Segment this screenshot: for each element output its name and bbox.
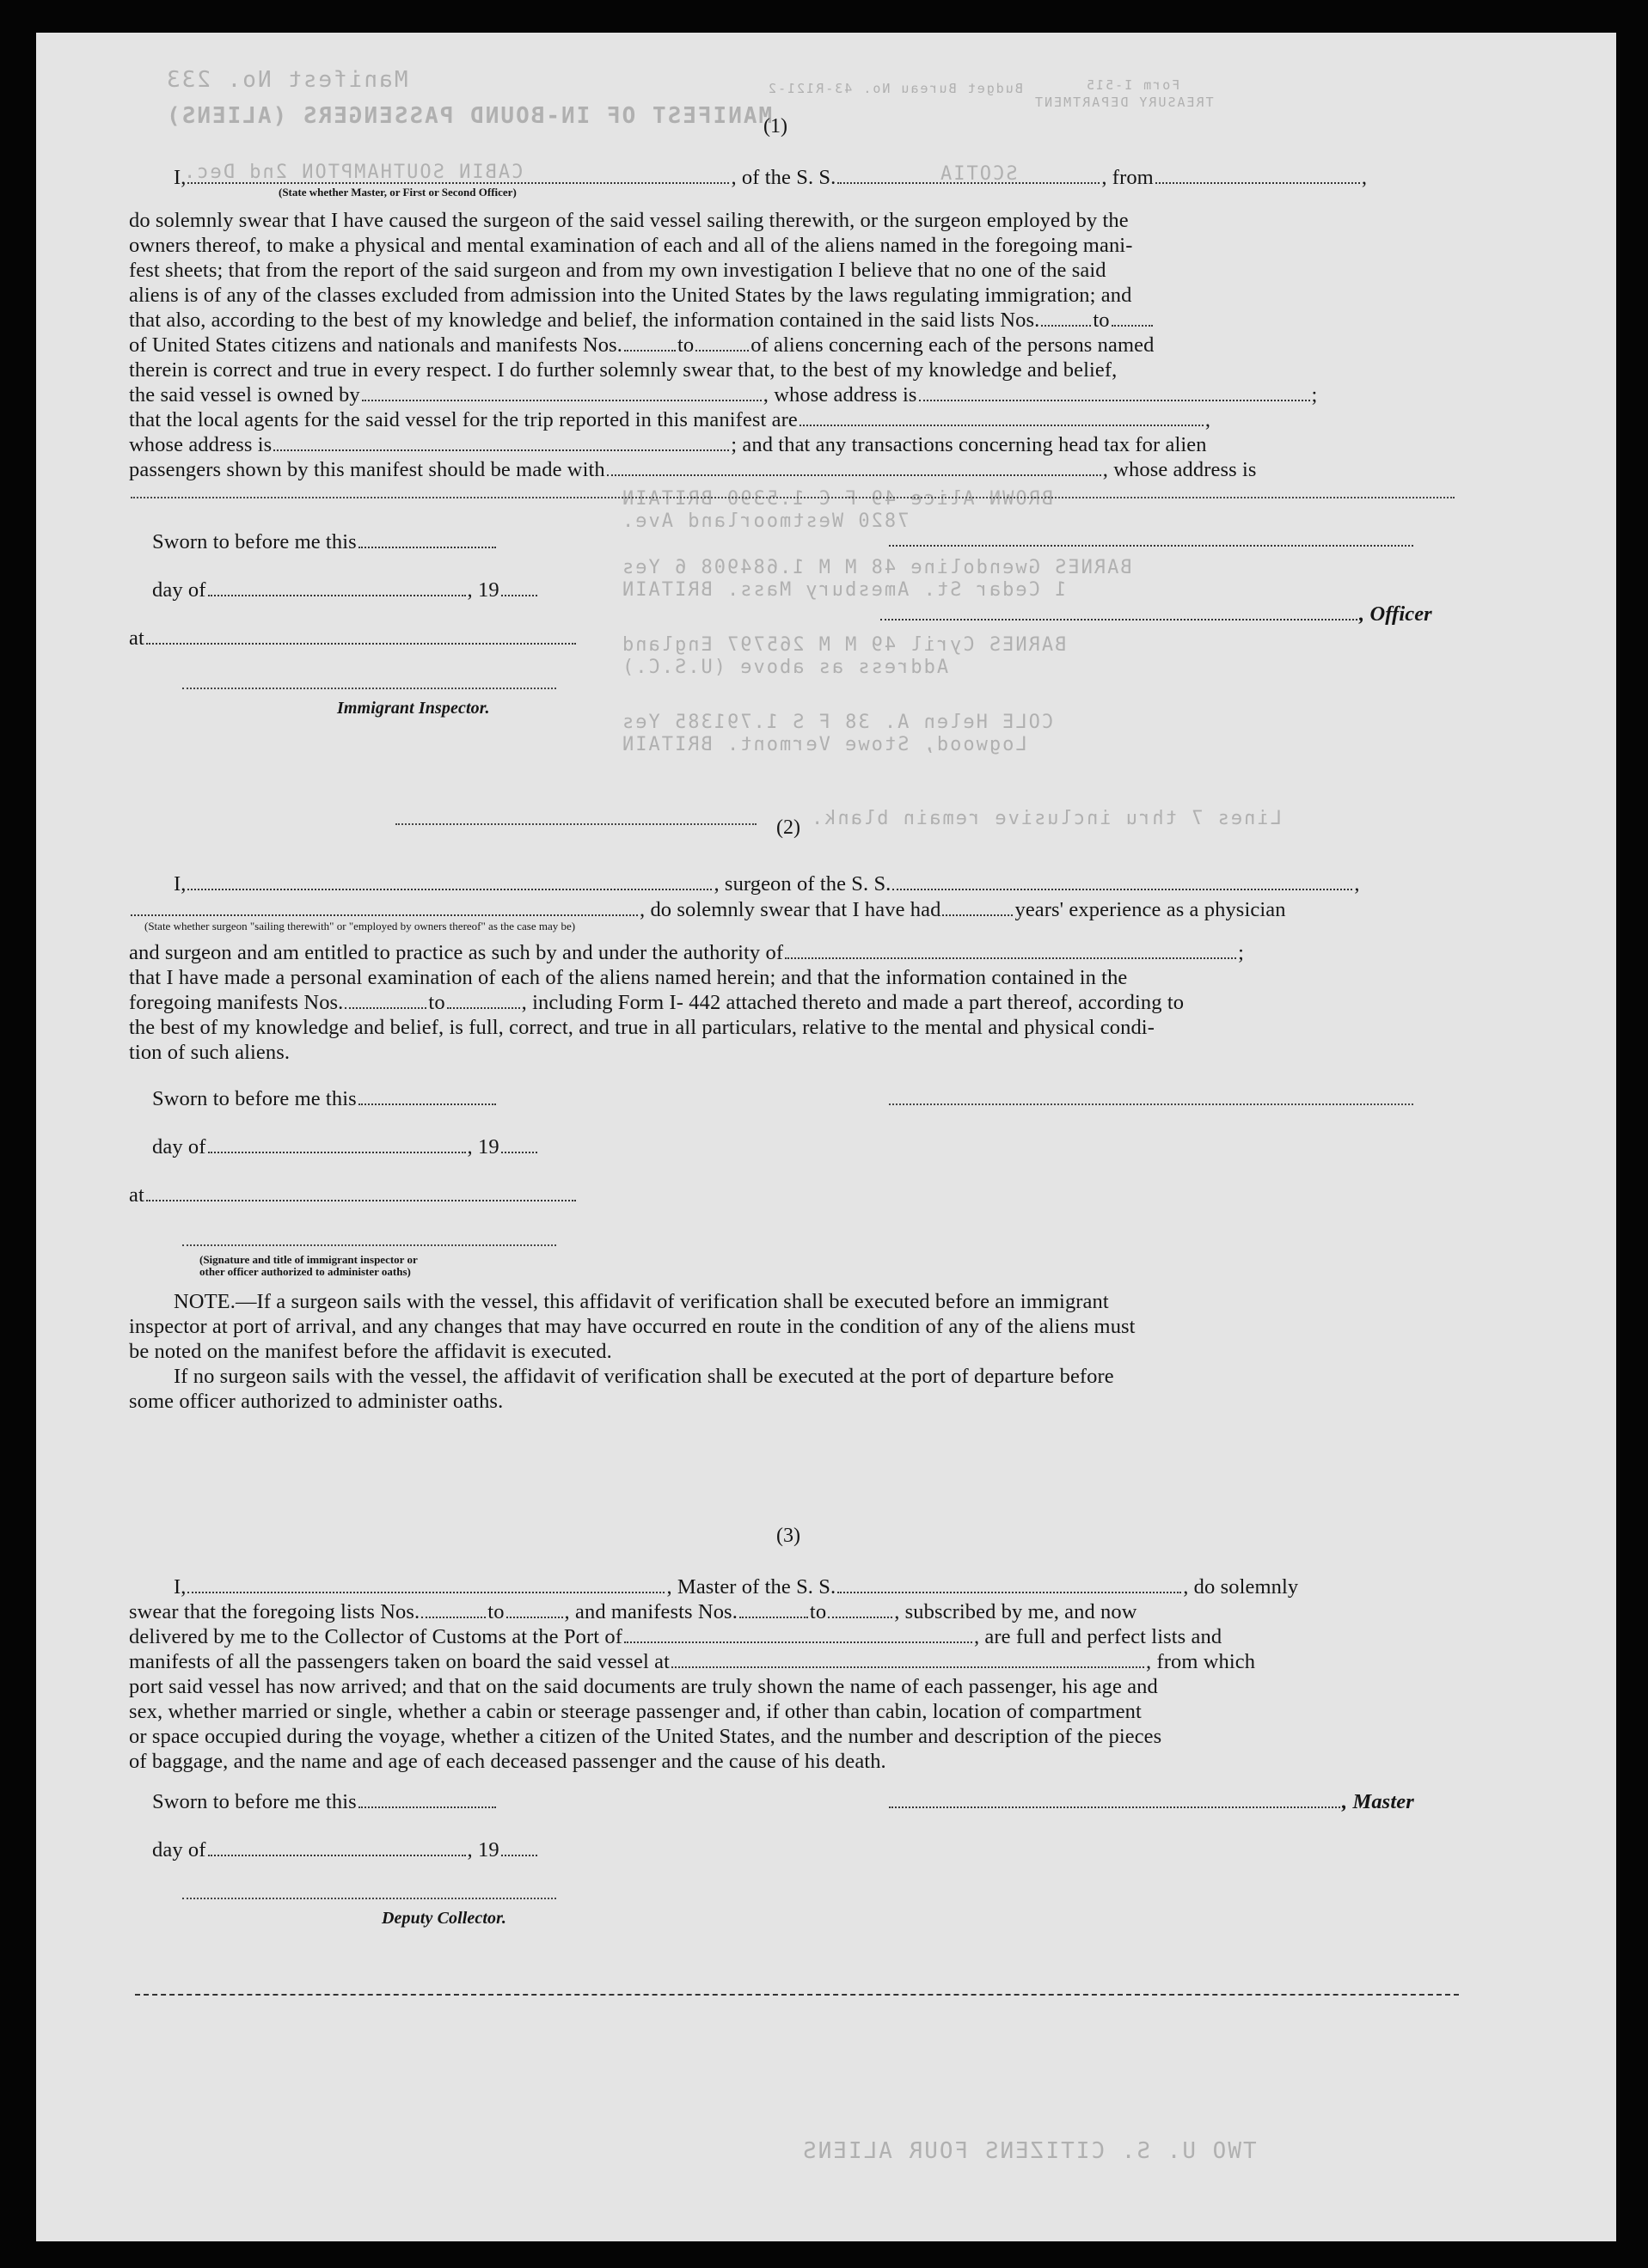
s2-line-3: and surgeon and am entitled to practice as such by and under the authority of ;: [129, 941, 1244, 964]
s3-master-label: , Master: [887, 1789, 1414, 1814]
s2-at: at: [129, 1183, 578, 1207]
section-3-heading: (3): [776, 1525, 800, 1547]
s1-officer-signature-line: [889, 545, 1413, 547]
note-p2-line-2: some officer authorized to administer oaths.: [129, 1390, 504, 1413]
s3-day-of: day of , 19: [152, 1837, 539, 1862]
ghost-lines-note: Lines 7 thru inclusive remain blank.: [810, 808, 1282, 829]
note-p1-line-3: be noted on the manifest before the affidavit is executed.: [129, 1340, 612, 1363]
ghost-dept: TREASURY DEPARTMENT: [1033, 95, 1214, 110]
s2-caption: (State whether surgeon "sailing therewith" or "employed by owners thereof" as the case may be): [144, 920, 576, 932]
s3-line-8: of baggage, and the name and age of each deceased passenger and the cause of his death.: [129, 1750, 886, 1773]
ghost-row: COLE Helen A. 38 F S 1.791385 Yes: [621, 712, 1054, 733]
s1-line-12: passengers shown by this manifest should be made with , whose address is: [129, 458, 1257, 481]
note-p2-line-1: If no surgeon sails with the vessel, the affidavit of verification shall be executed at the port of departure before: [174, 1365, 1114, 1388]
s3-line-1: I, , Master of the S. S. , do solemnly: [174, 1575, 1299, 1599]
s2-line-5: foregoing manifests Nos. to , including Form I- 442 attached thereto and made a part thereof, according to: [129, 991, 1185, 1014]
ghost-manifest-no: Manifest No. 233: [165, 67, 408, 93]
s2-sig-caption-2: other officer authorized to administer oaths): [199, 1265, 411, 1278]
s3-line-5: port said vessel has now arrived; and that on the said documents are truly shown the name of each passenger, his age and: [129, 1675, 1158, 1698]
ghost-row: BARNES Gwendoline 48 M M 1.684908 6 Yes: [621, 557, 1132, 578]
s1-line-9: the said vessel is owned by , whose address is ;: [129, 383, 1318, 407]
ghost-form-no: Form I-515: [1085, 77, 1180, 93]
s1-officer-label: , Officer: [879, 602, 1432, 627]
ghost-row: BARNES Cyril 49 M M 265797 England: [621, 634, 1067, 656]
s1-at: at: [129, 626, 578, 651]
ghost-row: Address as above (U.S.C.): [621, 657, 949, 678]
s3-line-4: manifests of all the passengers taken on board the said vessel at , from which: [129, 1650, 1256, 1673]
s3-line-7: or space occupied during the voyage, whether a citizen of the United States, and the number and description of the pieces: [129, 1725, 1162, 1748]
ghost-bottom: TWO U. S. CITIZENS FOUR ALIENS: [801, 2138, 1257, 2164]
note-p1-line-2: inspector at port of arrival, and any changes that may have occurred en route in the condition of any of the aliens must: [129, 1315, 1136, 1338]
s2-signature-line: [889, 1103, 1413, 1105]
s1-caption-officer: (State whether Master, or First or Second Officer): [279, 186, 517, 199]
s2-line-1: I, , surgeon of the S. S. ,: [174, 872, 1360, 896]
s1-line-1: I, , of the S. S. , from ,: [174, 166, 1368, 189]
affidavit-page: [36, 33, 1616, 2241]
s1-line-8: therein is correct and true in every respect. I do further solemnly swear that, to the best of my knowledge and belief,: [129, 358, 1118, 382]
s1-address-line: [131, 497, 1455, 498]
s2-line-7: tion of such aliens.: [129, 1041, 291, 1064]
s1-line-2: do solemnly swear that I have caused the surgeon of the said vessel sailing therewith, or the surgeon employed by the: [129, 209, 1129, 232]
ghost-southampton: CABIN SOUTHAMPTON 2nd Dec.: [182, 162, 524, 183]
note-p1-line-1: NOTE.—If a surgeon sails with the vessel, this affidavit of verification shall be executed before an immigrant: [174, 1290, 1109, 1313]
s2-inspector-line: [182, 1244, 556, 1246]
bottom-rule: [135, 1994, 1459, 1996]
s3-line-2: swear that the foregoing lists Nos. to , and manifests Nos. to , subscribed by me, and now: [129, 1600, 1137, 1623]
s2-line-2: , do solemnly swear that I have had years' experience as a physician: [129, 897, 1286, 922]
s1-line-6: that also, according to the best of my knowledge and belief, the information contained in the said lists Nos. to: [129, 308, 1155, 333]
s3-sworn: Sworn to before me this: [152, 1789, 498, 1814]
ghost-row: 1 Cedar St. Amesbury Mass. BRITAIN: [621, 579, 1067, 601]
s1-line-11: whose address is ; and that any transactions concerning head tax for alien: [129, 433, 1207, 456]
s2-line-6: the best of my knowledge and belief, is full, correct, and true in all particulars, relative to the mental and physical condi-: [129, 1016, 1155, 1039]
s1-line-5: aliens is of any of the classes excluded from admission into the United States by the laws regulating immigration; and: [129, 284, 1132, 307]
s1-immigrant-inspector: Immigrant Inspector.: [337, 699, 490, 718]
s2-sig-caption-1: (Signature and title of immigrant inspector or: [199, 1253, 418, 1266]
s3-deputy-line: [182, 1898, 556, 1899]
s1-line-7: of United States citizens and nationals and manifests Nos. to of aliens concerning each of the persons named: [129, 333, 1155, 357]
s3-line-6: sex, whether married or single, whether a cabin or steerage passenger and, if other than cabin, location of compartment: [129, 1700, 1142, 1723]
s2-line-4: that I have made a personal examination of each of the aliens named herein; and that the information contained in the: [129, 966, 1128, 989]
ghost-title: MANIFEST OF IN-BOUND PASSENGERS (ALIENS): [165, 103, 773, 129]
s2-day-of: day of , 19: [152, 1134, 539, 1159]
ghost-row: 7820 Westmoorland Ave.: [621, 510, 910, 532]
section-2-heading: (2): [776, 816, 800, 839]
s1-line-3: owners thereof, to make a physical and mental examination of each and all of the aliens named in the foregoing mani-: [129, 234, 1133, 257]
s1-line-10: that the local agents for the said vessel for the trip reported in this manifest are ,: [129, 408, 1211, 431]
section-1-heading: (1): [763, 115, 787, 138]
s1-line-4: fest sheets; that from the report of the said surgeon and from my own investigation I believe that no one of the said: [129, 259, 1106, 282]
ghost-row: BROWN Alice 49 F C 1.5390 BRITAIN: [621, 488, 1054, 510]
s3-deputy-collector: Deputy Collector.: [382, 1909, 507, 1928]
ghost-row: Logwood, Stowe Vermont. BRITAIN: [621, 734, 1027, 755]
s1-day-of: day of , 19: [152, 578, 539, 602]
s2-sworn: Sworn to before me this: [152, 1086, 498, 1111]
s1-sworn: Sworn to before me this: [152, 529, 498, 554]
ghost-budget: Budget Bureau No. 43-R121-2: [767, 81, 1023, 96]
s2-separator-dots: [395, 823, 757, 825]
ghost-ship: SCOTIA: [939, 163, 1018, 185]
s1-inspector-line: [182, 688, 556, 689]
s3-line-3: delivered by me to the Collector of Customs at the Port of , are full and perfect lists and: [129, 1625, 1222, 1648]
